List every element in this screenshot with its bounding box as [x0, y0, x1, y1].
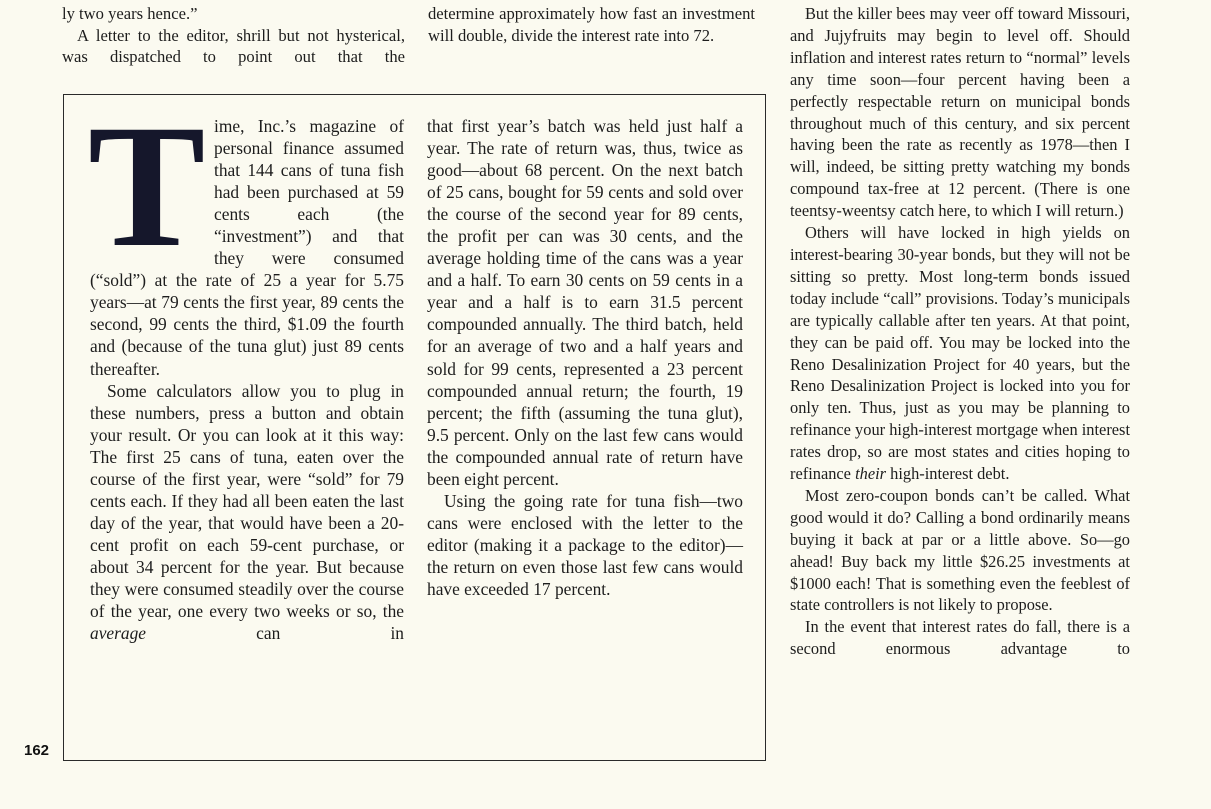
right-paragraph-2-text: Others will have locked in high yields on interest-bearing 30-year bonds, but they will not be sitting so pretty. Most long-term bonds issued today include “call” provisions. Today’s municipals are typically callable after ten years. At that point, they can be paid off. You may be locked into the Reno Desalinization Project for 40 years, but the Reno Desalinization Project is locked into you for only ten. Thus, just as you may be planning to refinance your high-interest mortgage when interest rates drop, so are most states and cities hoping to refinance: [790, 223, 1130, 484]
sidebar-column-1: [88, 89, 404, 644]
middle-paragraph-1: determine approximately how fast an investment will double, divide the interest rate into 72.: [428, 4, 755, 45]
right-paragraph-4: In the event that interest rates do fall, there is a second enormous advantage to: [790, 617, 1130, 659]
left-paragraph-2: A letter to the editor, shrill but not hysterical, was dispatched to point out that the: [62, 25, 405, 67]
sidebar-paragraph-1-text: ime, Inc.’s magazine of personal finance assumed that 144 cans of tuna fish had been purchased at 59 cents each (the “investment”) and that they were consumed (“sold”) at the rate of 25 a year for 5.75 years—at 79 cents the first year, 89 cents the second, 99 cents the third, $1.09 the fourth and (because of the tuna glut) just 89 cents thereafter.: [90, 116, 404, 379]
sidebar-paragraph-4: Using the going rate for tuna fish—two cans were enclosed with the letter to the editor (making it a package to the editor)—the return on even those last few cans would have exceeded 17 percent.: [427, 490, 743, 599]
right-paragraph-1: But the killer bees may veer off toward Missouri, and Jujyfruits may begin to level off. Should inflation and interest rates return to “normal” levels any time soon—four percent having been a perfectly respectable return on municipal bonds throughout much of this century, and six percent having been the rate as recently as 1978—then I will, indeed, be sitting pretty watching my bonds compound tax-free at 12 percent. (There is one teentsy-weentsy catch here, to which I will return.): [790, 4, 1130, 221]
middle-column: [428, 3, 755, 46]
right-paragraph-2: [790, 222, 1130, 485]
drop-cap: T: [88, 89, 206, 284]
right-paragraph-2-emphasis: their: [855, 464, 887, 484]
left-column: [62, 3, 405, 68]
sidebar-box: [63, 89, 766, 761]
sidebar-paragraph-1: [88, 89, 404, 380]
sidebar-paragraph-2-end: can in: [256, 623, 404, 644]
right-paragraph-3: Most zero-coupon bonds can’t be called. What good would it do? Calling a bond ordinarily means buying it back at par or a little above. So—go ahead! Buy back my little $26.25 investments at $1000 each! That is something even the feeblest of state controllers is not likely to propose.: [790, 485, 1130, 615]
sidebar-paragraph-2-emphasis: average: [90, 623, 147, 644]
sidebar-paragraph-3: that first year’s batch was held just half a year. The rate of return was, thus, twice as good—about 68 percent. On the next batch of 25 cans, bought for 59 cents and sold over the course of the second year for 89 cents, the profit per can was 30 cents, and the average holding time of the cans was a year and a half. To earn 30 cents on 59 cents in a year and a half is to earn 31.5 percent compounded annually. The third batch, held for an average of two and a half years and sold for 99 cents, represented a 23 percent compounded annual return; the fourth, 19 percent; the fifth (assuming the tuna glut), 9.5 percent. Only on the last few cans would the compounded annual rate of return have been eight percent.: [427, 116, 743, 489]
right-paragraph-2-end: high-interest debt.: [890, 464, 1010, 484]
left-paragraph-1: ly two years hence.”: [62, 4, 198, 23]
sidebar-paragraph-2-text: Some calculators allow you to plug in these numbers, press a button and obtain your result. Or you can look at it this way: The first 25 cans of tuna, eaten over the course of the first year, were “sold” for 79 cents each. If they had all been eaten the last day of the year, that would have been a 20-cent profit on each 59-cent purchase, or about 34 percent for the year. But because they were consumed steadily over the course of the year, one every two weeks or so, the: [90, 380, 404, 622]
sidebar-column-2: [427, 115, 743, 600]
sidebar-paragraph-2: [90, 380, 404, 645]
right-column: [790, 3, 1130, 660]
page-number: 162: [24, 742, 50, 759]
